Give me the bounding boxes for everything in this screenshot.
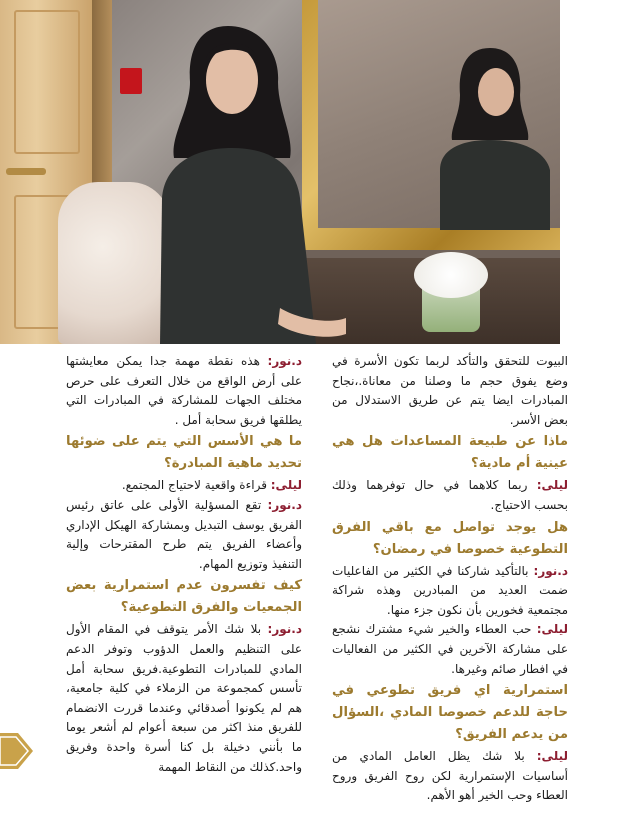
answer-paragraph — [332, 562, 568, 621]
answer-paragraph — [332, 476, 568, 515]
interview-question: ماذا عن طبيعة المساعدات هل هي عينية أم مادية؟ — [332, 434, 568, 472]
interview-question: ما هي الأسس التي يتم على ضوئها تحديد ماهية المبادرة؟ — [66, 434, 302, 472]
fire-alarm-icon — [120, 68, 142, 94]
speaker-name: د.نور: — [267, 354, 302, 368]
white-roses — [414, 252, 488, 298]
speaker-name: ليلى: — [536, 478, 568, 493]
speaker-name: د.نور: — [267, 497, 302, 512]
answer-paragraph — [66, 476, 302, 496]
page-marker-icon — [0, 733, 33, 769]
answer-text: هذه نقطة مهمة جدا يمكن معايشتها على أرض الواقع من خلال التعرف على حرص مختلف الجهات للمشاركة في المبادرات التي يطلقها فريق سحابة أمل . — [66, 354, 302, 427]
portrait-figure — [140, 18, 350, 344]
speaker-name: د.نور: — [533, 563, 568, 578]
paragraph: البيوت للتحقق والتأكد لربما تكون الأسرة في وضع يفوق حجم ما وصلنا من معاناة.،نجاح المبادرات ايضا يتم عن طريق الاستدلال من بعض الأسر. — [332, 354, 568, 427]
answer-paragraph — [332, 620, 568, 679]
answer-paragraph — [66, 620, 302, 777]
door-handle — [6, 168, 46, 175]
answer-paragraph — [66, 352, 302, 430]
answer-text: ربما كلاهما في حال توفرهما وذلك بحسب الاحتياج. — [332, 478, 568, 512]
speaker-name: ليلى: — [270, 478, 302, 493]
answer-text: بلا شك الأمر يتوقف في المقام الأول على التنظيم والعمل الدؤوب وتوفر الدعم المادي للمبادرات التطوعية.فريق سحابة أمل تأسس كمجموعة من الزملاء في كلية جامعية، هم لم يكونوا أصدقائي وعندما قررت الانضمام للفريق منذ اكثر من سبعة أعوام لم أشعر يوما ما بأنني دخيلة بل كنا أسرة واحدة وفريق واحد.كذلك من النقاط المهمة — [66, 622, 302, 774]
answer-paragraph — [66, 496, 302, 574]
interview-question: استمرارية اي فريق تطوعي في حاجة للدعم خصوصا المادي ،السؤال من يدعم الفريق؟ — [332, 683, 568, 743]
speaker-name: ليلى: — [536, 749, 568, 764]
answer-text: تقع المسؤلية الأولى على عاتق رئيس الفريق يوسف التبديل وبمشاركة الهيكل الإداري وأعضاء الفريق يتم طرح المقترحات وإلية التنفيذ وتوزيع المهام. — [66, 497, 302, 571]
feature-photo — [0, 0, 560, 344]
article-column-left — [66, 352, 302, 777]
interview-question: كيف تفسرون عدم استمرارية بعض الجمعيات والفرق التطوعية؟ — [66, 578, 302, 616]
door-panel — [14, 10, 80, 154]
answer-text: حب العطاء والخير شيء مشترك نشجع على مشاركة الآخرين في الكثير من الفعاليات في افطار صائم وغيرها. — [332, 622, 568, 676]
article-column-right — [332, 352, 568, 806]
answer-text: بالتأكيد شاركنا في الكثير من الفاعليات ضمت العديد من المبادرين وهذه شراكة مجتمعية فخورين بأن نكون جزء منها. — [332, 563, 568, 617]
interview-question: هل يوجد تواصل مع باقي الفرق التطوعية خصوصا في رمضان؟ — [332, 519, 568, 557]
speaker-name: د.نور: — [267, 622, 302, 637]
answer-text: بلا شك يظل العامل المادي من أساسيات الإستمرارية لكن روح الفريق وروح العطاء وحب الخير أهو الأهم. — [332, 749, 568, 803]
answer-paragraph — [332, 747, 568, 806]
answer-text: قراءة واقعية لاحتياج المجتمع. — [121, 478, 271, 493]
reflection-figure — [420, 40, 560, 230]
speaker-name: ليلى: — [536, 622, 568, 637]
